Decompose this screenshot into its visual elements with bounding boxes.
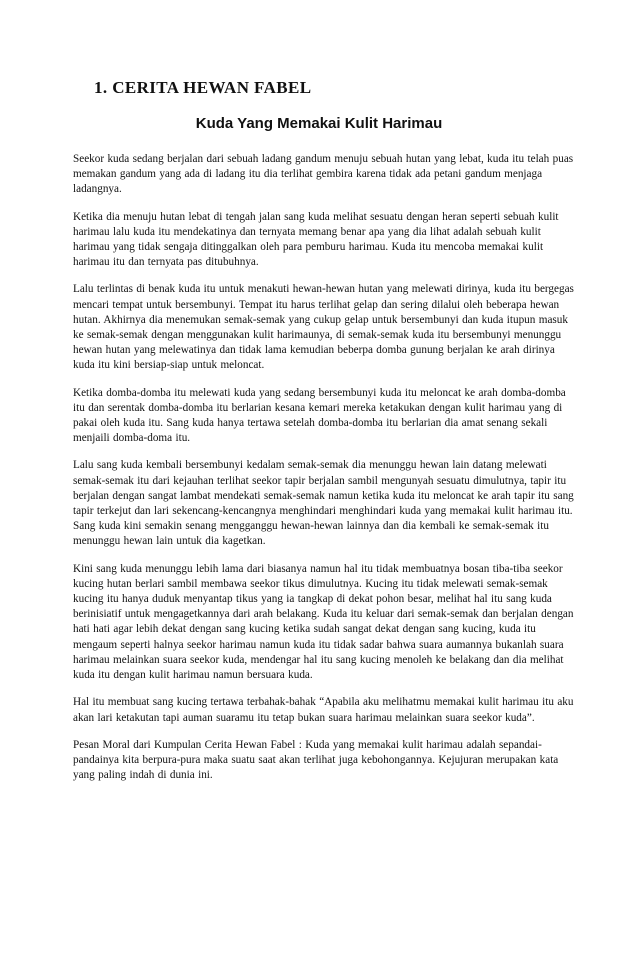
- paragraph: Seekor kuda sedang berjalan dari sebuah ladang gandum menuju sebuah hutan yang lebat, kuda itu telah puas memakan gandum yang ada di ladang itu dia terlihat gembira karena tidak ada petani gandum menjaga ladangnya.: [73, 153, 574, 196]
- paragraph: Hal itu membuat sang kucing tertawa terbahak-bahak “Apabila aku melihatmu memakai kulit harimau itu aku akan lari ketakutan tapi auman suaramu itu tetap bukan suara harimau melainkan suara seekor kuda”.: [73, 696, 574, 724]
- moral-paragraph: Pesan Moral dari Kumpulan Cerita Hewan Fabel : Kuda yang memakai kulit harimau adalah sepandai-pandainya kita berpura-pura maka suatu saat akan terlihat juga kebohongannya. Kejujuran merupakan kata yang paling indah di dunia ini.: [73, 738, 559, 782]
- paragraph: Lalu sang kuda kembali bersembunyi kedalam semak-semak dia menunggu hewan lain datang melewati semak-semak itu dari kejauhan terlihat seekor tapir berjalan sambil mengunyah sesuatu dimulutnya, tapir itu berjalan dengan sangat lambat mendekati semak-semak namun ketika kuda itu meloncat ke arah tapir itu sang tapir terkejut dan lari sekencang-kencangnya menghindari menghindari kuda yang memakai kulit harimau itu. Sang kuda kini semakin senang mengganggu hewan-hewan lainnya dan dia kembali ke semak-semak itu menunggu hewan lain untuk dia kagetkan.: [73, 459, 574, 548]
- paragraph: Kini sang kuda menunggu lebih lama dari biasanya namun hal itu tidak membuatnya bosan tiba-tiba seekor kucing hutan berlari sambil membawa seekor tikus dimulutnya. Kucing itu tidak melewati semak-semak kucing itu hanya duduk menyantap tikus yang ia tangkap di dekat pohon besar, melihat hal itu sang kuda berinisiatif untuk mengagetkannya dari arah belakang. Kuda itu keluar dari semak-semak dan berjalan dengan hati hati agar lebih dekat dengan sang kucing ketika sudah sangat dekat dengan sang kucing, kuda itu mengaum seperti halnya seekor harimau namun kuda itu tidak sadar bahwa suara aumannya bukanlah suara harimau melainkan suara seekor kuda, mendengar hal itu sang kucing menoleh ke belakang dan dia melihat kuda itu dengan kulit harimau namun bersuara kuda.: [73, 562, 574, 682]
- paragraph: Ketika dia menuju hutan lebat di tengah jalan sang kuda melihat sesuatu dengan heran seperti sebuah kulit harimau lalu kuda itu mendekatinya dan ternyata memang benar apa yang dia lihat adalah sebuah kulit harimau yang tidak sengaja ditinggalkan oleh para pemburu harimau. Kuda itu mencoba memakai kulit harimau itu dan ternyata pas ditubuhnya.: [73, 210, 559, 269]
- paragraph: Ketika domba-domba itu melewati kuda yang sedang bersembunyi kuda itu meloncat ke arah domba-domba itu dan serentak domba-domba itu berlarian kesana kemari mereka ketakukan dengan kulit harimau yang di pakai oleh kuda itu. Sang kuda hanya tertawa setelah domba-domba itu berlarian dia amat senang sekali menjaili domba-doma itu.: [73, 386, 566, 445]
- section-heading: 1. CERITA HEWAN FABEL: [94, 78, 312, 97]
- story-body: [73, 152, 578, 795]
- paragraph: Lalu terlintas di benak kuda itu untuk menakuti hewan-hewan hutan yang melewati dirinya, kuda itu bergegas mencari tempat untuk bersembunyi. Tempat itu harus terlihat gelap dan sering dilalui oleh beberapa hewan hutan. Akhirnya dia menemukan semak-semak yang cukup gelap untuk bersembunyi dan kuda itupun masuk ke semak-semak dengan menggunakan kulit harimaunya, di semak-semak kuda itu bersembunyi menunggu hewan hutan yang melewatinya dan tidak lama kemudian beberpa domba gunung berjalan ke arah dirinya kuda itu kini bersiap-siap untuk meloncat.: [73, 283, 574, 372]
- story-title: Kuda Yang Memakai Kulit Harimau: [195, 115, 443, 132]
